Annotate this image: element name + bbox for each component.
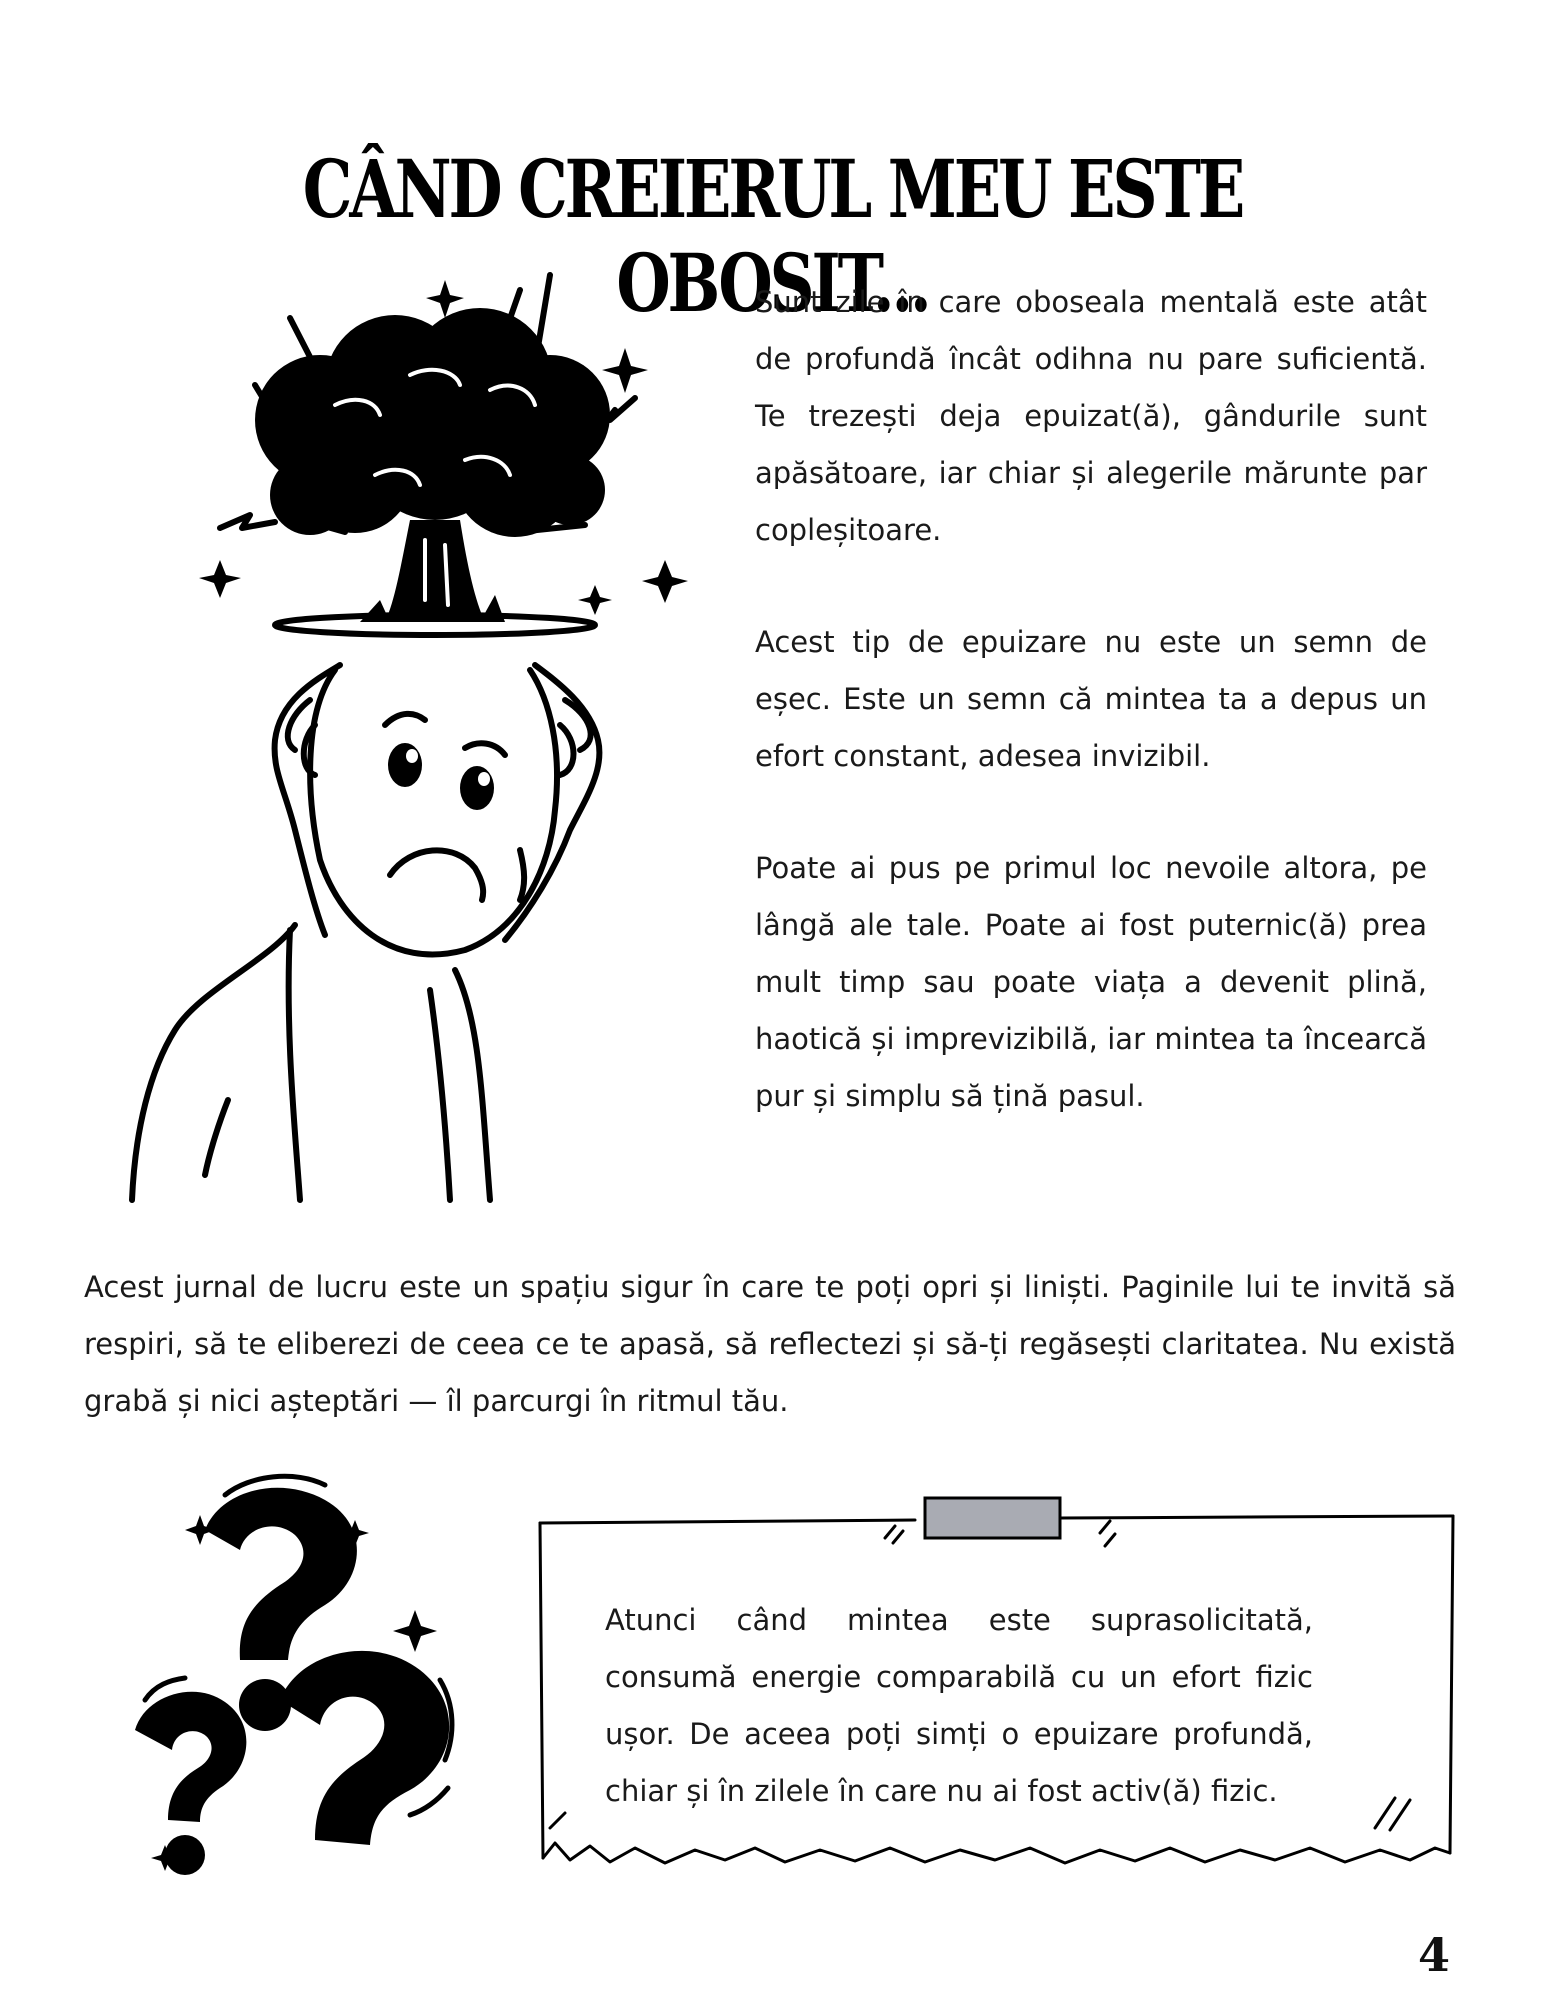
exploding-head-illustration xyxy=(110,270,730,1205)
note-text: Atunci când mintea este suprasolicitată, consumă energie comparabilă cu un efort fizic ușor. De aceea poți simți o epuizare profundă, chiar și în zilele în care nu ai fost activ(ă) fizic. xyxy=(605,1603,1313,1808)
question-marks-illustration xyxy=(110,1470,490,1880)
intro-paragraph-3: Poate ai pus pe primul loc nevoile altora, pe lângă ale tale. Poate ai fost puternic(ă) prea mult timp sau poate viața a devenit plină, haotică și imprevizibilă, iar mintea ta încearcă pur și simplu să țină pasul. xyxy=(755,851,1427,1113)
intro-paragraph-1: Sunt zile în care oboseala mentală este atât de profundă încât odihna nu pare suficientă. Te trezești deja epuizat(ă), gândurile sunt apăsătoare, iar chiar și alegerile mărunte par copleșitoare. xyxy=(755,285,1427,547)
page-title: CÂND CREIERUL MEU ESTE OBOSIT... xyxy=(302,141,1243,330)
intro-paragraph-2: Acest tip de epuizare nu este un semn de eșec. Este un semn că mintea ta a depus un efort constant, adesea invizibil. xyxy=(755,625,1427,773)
journal-paragraph: Acest jurnal de lucru este un spațiu sigur în care te poți opri și liniști. Paginile lui te invită să respiri, să te eliberezi de ceea ce te apasă, să reflectezi și să-ți regăsești claritatea. Nu există grabă și nici așteptări — îl parcurgi în ritmul tău. xyxy=(84,1270,1456,1418)
page-number: 4 xyxy=(1418,1928,1451,1982)
